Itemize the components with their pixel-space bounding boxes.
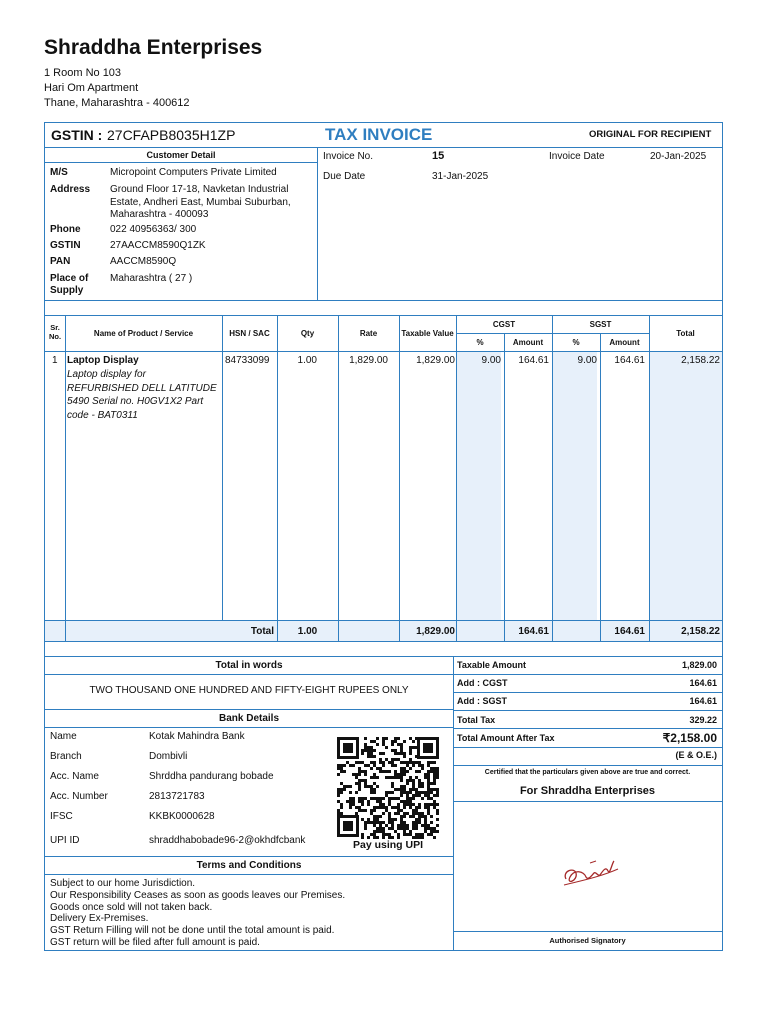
total-amount: 2,158.22 — [681, 626, 720, 637]
place-of-supply: Maharashtra ( 27 ) — [110, 273, 193, 284]
row-qty: 1.00 — [297, 355, 317, 366]
acc-number: 2813721783 — [149, 791, 205, 802]
gstin-label: GSTIN : — [51, 127, 103, 143]
bank-heading: Bank Details — [218, 713, 280, 724]
due-date: 31-Jan-2025 — [432, 171, 489, 182]
upi-qr-code[interactable] — [335, 735, 441, 839]
col-name: Name of Product / Service — [93, 329, 194, 338]
certification-note: Certified that the particulars given above are true and correct. — [484, 769, 691, 776]
customer-address: Ground Floor 17-18, Navketan Industrial Estate, Andheri East, Mumbai Suburban, Maharashtra - 400093 — [110, 184, 291, 220]
invoice-date: 20-Jan-2025 — [650, 151, 707, 162]
amount-after-tax: ₹2,158.00 — [662, 731, 717, 745]
acc-name-label: Acc. Name — [50, 771, 99, 782]
col-rate: Rate — [359, 329, 378, 338]
terms-line: Goods once sold will not taken back. — [50, 901, 213, 913]
company-name: Shraddha Enterprises — [44, 36, 263, 59]
terms-line: Subject to our home Jurisdiction. — [50, 878, 196, 889]
cgst-amt-col-bg — [552, 352, 597, 620]
pos-label: Place of Supply — [50, 273, 89, 296]
terms-list — [50, 878, 345, 949]
invoice-no-label: Invoice No. — [323, 151, 374, 162]
terms-line: GST return will be filed after full amount is paid. — [50, 936, 260, 948]
acc-name: Shrddha pandurang bobade — [149, 771, 274, 782]
total-qty: 1.00 — [297, 626, 318, 637]
col-sgst-pct: % — [572, 338, 580, 347]
words-heading: Total in words — [215, 660, 283, 671]
copy-label: ORIGINAL FOR RECIPIENT — [589, 129, 712, 140]
col-sr: Sr. No. — [48, 323, 62, 341]
customer-phone: 022 40956363/ 300 — [110, 224, 197, 235]
due-date-label: Due Date — [323, 171, 366, 182]
amount-in-words: TWO THOUSAND ONE HUNDRED AND FIFTY-EIGHT RUPEES ONLY — [89, 685, 409, 696]
signature — [560, 851, 622, 893]
taxable-amount-label: Taxable Amount — [457, 660, 527, 670]
sgst-amount: 164.61 — [689, 696, 717, 706]
customer-name: Micropoint Computers Private Limited — [110, 167, 277, 178]
ifsc: KKBK0000628 — [149, 811, 215, 822]
terms-line: GST Return Filling will not be done until the total amount is paid. — [50, 925, 335, 937]
row-sr: 1 — [52, 355, 58, 366]
col-cgst: CGST — [492, 320, 516, 329]
amount-after-tax-label: Total Amount After Tax — [457, 733, 555, 743]
for-company: For Shraddha Enterprises — [519, 785, 656, 797]
total-sgst: 164.61 — [614, 626, 645, 637]
invoice-title: TAX INVOICE — [325, 125, 433, 144]
total-taxable: 1,829.00 — [416, 626, 455, 637]
row-hsn: 84733099 — [225, 355, 270, 366]
col-hsn: HSN / SAC — [229, 329, 270, 338]
invoice-no: 15 — [432, 150, 445, 162]
address-label: Address — [50, 184, 91, 195]
bank-name-label: Name — [50, 731, 77, 742]
col-taxable: Taxable Value — [401, 329, 454, 338]
sgst-label: Add : SGST — [457, 696, 507, 706]
ifsc-label: IFSC — [50, 811, 73, 822]
invoice-frame — [44, 122, 723, 951]
total-tax-label: Total Tax — [457, 715, 496, 725]
col-qty: Qty — [300, 329, 315, 338]
company-address-line: Hari Om Apartment — [44, 82, 139, 94]
gstin-value: 27CFAPB8035H1ZP — [107, 127, 236, 143]
row-cgst-amt: 164.61 — [518, 355, 549, 366]
row-name: Laptop Display — [67, 355, 139, 366]
qr-caption: Pay using UPI — [352, 839, 424, 851]
customer-detail-heading: Customer Detail — [146, 150, 216, 160]
pan-label: PAN — [50, 256, 71, 267]
authorised-signatory: Authorised Signatory — [549, 936, 626, 945]
row-taxable: 1,829.00 — [416, 355, 455, 366]
terms-line: Delivery Ex-Premises. — [50, 913, 149, 925]
total-label: Total — [250, 626, 274, 637]
terms-line: Our Responsibility Ceases as soon as goods leaves our Premises. — [50, 889, 346, 901]
customer-gstin-label: GSTIN — [50, 240, 81, 251]
total-tax: 329.22 — [689, 715, 717, 725]
phone-label: Phone — [50, 224, 81, 235]
invoice-date-label: Invoice Date — [549, 151, 605, 162]
taxable-col-bg — [456, 352, 501, 620]
bank-name: Kotak Mahindra Bank — [149, 731, 245, 742]
cgst-amount: 164.61 — [689, 678, 717, 688]
col-sgst: SGST — [589, 320, 612, 329]
eoe-note: (E & O.E.) — [675, 750, 717, 760]
acc-number-label: Acc. Number — [50, 791, 108, 802]
upi-label: UPI ID — [50, 835, 80, 846]
taxable-amount: 1,829.00 — [681, 660, 717, 670]
company-address-line: 1 Room No 103 — [44, 67, 122, 79]
col-cgst-pct: % — [476, 338, 484, 347]
customer-pan: AACCM8590Q — [110, 256, 177, 267]
upi-id: shraddhabobade96-2@okhdfcbank — [149, 835, 306, 846]
total-col-bg — [649, 352, 722, 620]
row-description: Laptop display for REFURBISHED DELL LATITUDE 5490 Serial no. H0GV1X2 Part code - BAT0311 — [67, 369, 217, 421]
row-cgst-pct: 9.00 — [481, 355, 501, 366]
row-total: 2,158.22 — [681, 355, 720, 366]
terms-heading: Terms and Conditions — [196, 860, 302, 871]
company-address-line: Thane, Maharashtra - 400612 — [44, 97, 190, 109]
cgst-label: Add : CGST — [457, 678, 508, 688]
ms-label: M/S — [50, 167, 68, 178]
row-sgst-amt: 164.61 — [614, 355, 645, 366]
col-cgst-amt: Amount — [512, 338, 544, 347]
company-address — [44, 66, 190, 111]
col-sgst-amt: Amount — [609, 338, 640, 347]
col-total: Total — [676, 329, 695, 338]
total-cgst: 164.61 — [518, 626, 549, 637]
customer-gstin: 27AACCM8590Q1ZK — [110, 240, 206, 251]
row-rate: 1,829.00 — [349, 355, 388, 366]
row-sgst-pct: 9.00 — [577, 355, 597, 366]
branch: Dombivli — [149, 751, 188, 762]
branch-label: Branch — [50, 751, 82, 762]
